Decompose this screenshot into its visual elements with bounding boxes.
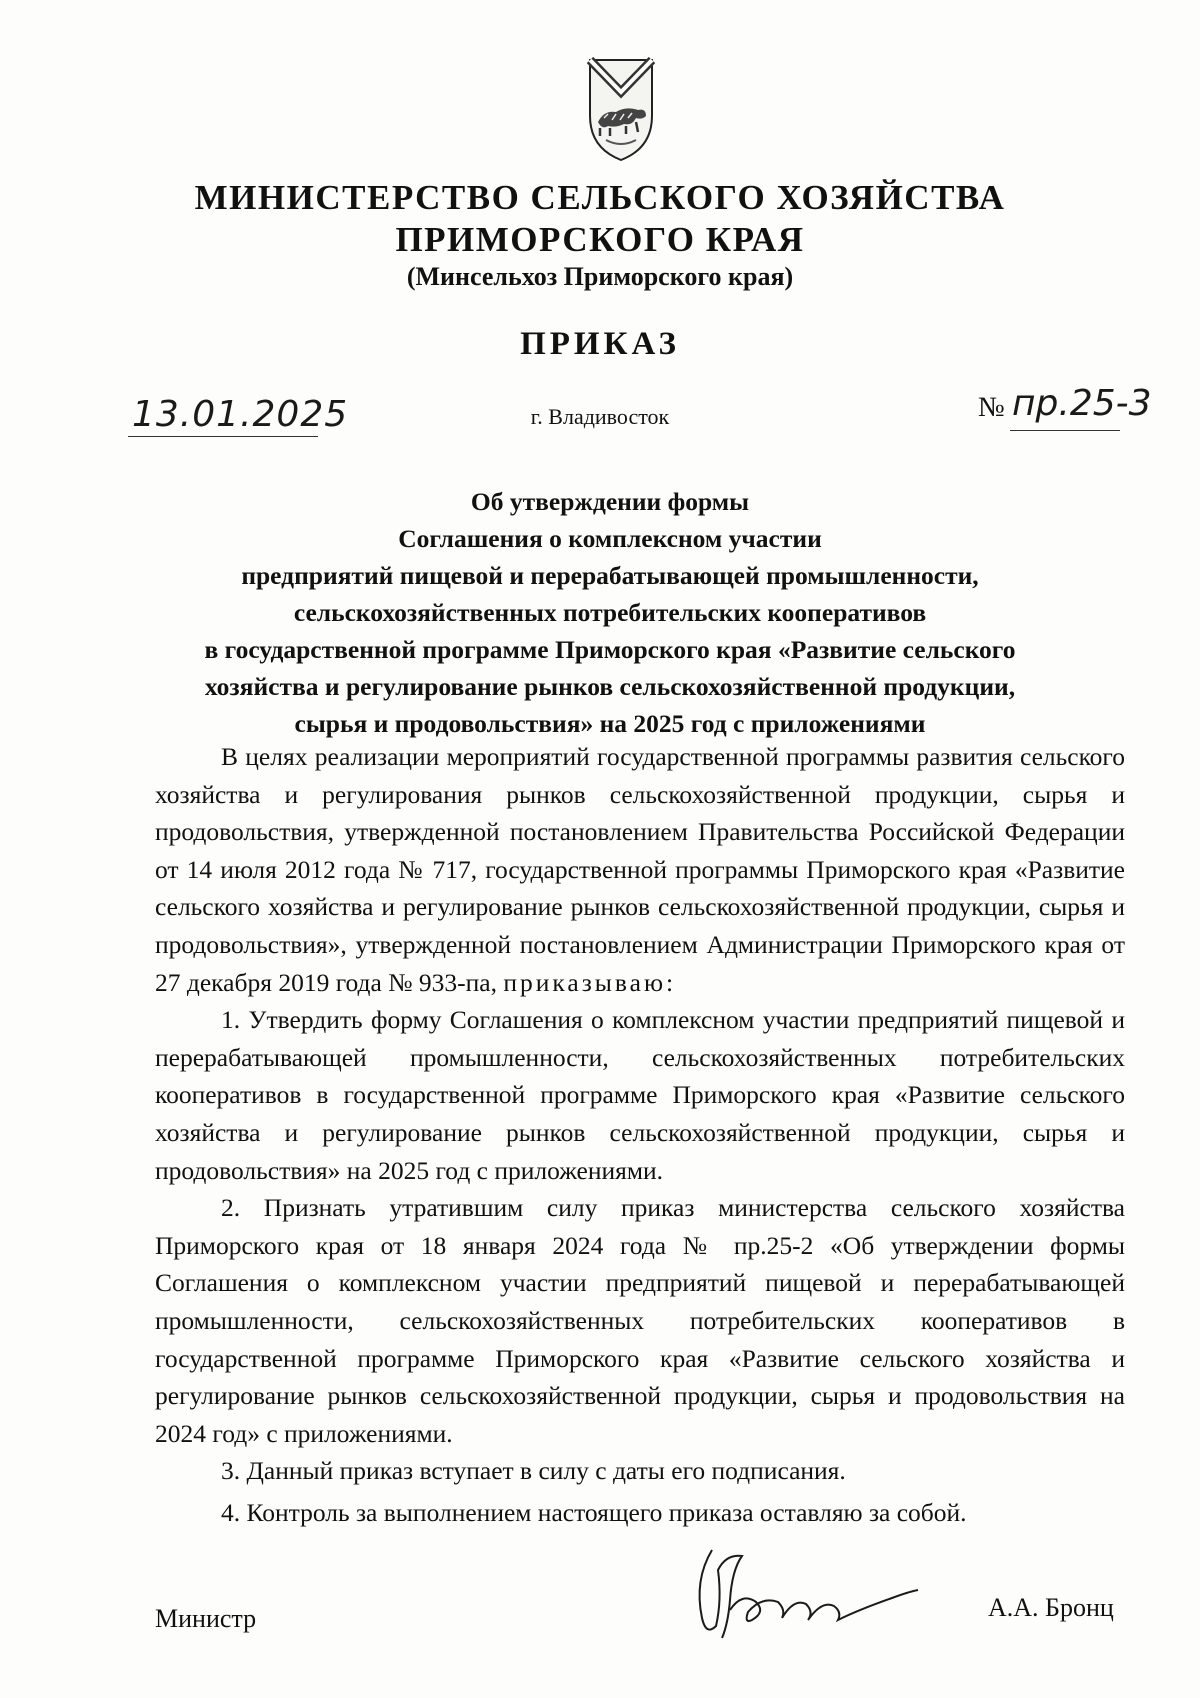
preamble-paragraph (155, 738, 1125, 1001)
document-body (155, 738, 1125, 1531)
coat-of-arms-icon (586, 56, 656, 166)
order-item: 1. Утвердить форму Соглашения о комплексном участии предприятий пищевой и перерабатывающей промышленности, сельскохозяйственных потребительских кооперативов в государственной программе Приморского края «Развитие сельского хозяйства и регулирование рынков сельскохозяйственной продукции, сырья и продовольствия» на 2025 год с приложениями. (155, 1005, 1125, 1185)
title-line: в государственной программе Приморского края «Развитие сельского (204, 635, 1016, 664)
title-line: Об утверждении формы (470, 487, 750, 516)
title-line: Соглашения о комплексном участии (398, 524, 822, 553)
signatory-role: Министр (155, 1604, 257, 1633)
date-underline (128, 436, 318, 437)
title-line: сырья и продовольствия» на 2025 год с приложениями (294, 709, 926, 738)
order-date: 13.01.2025 (132, 394, 349, 435)
signatory-name: А.А. Бронц (988, 1593, 1114, 1622)
document-title (130, 483, 1090, 742)
ministry-short-name: (Минсельхоз Приморского края) (406, 262, 794, 291)
order-item: 3. Данный приказ вступает в силу с даты его подписания. (221, 1456, 846, 1486)
city: г. Владивосток (530, 404, 670, 429)
ministry-name-line2: ПРИМОРСКОГО КРАЯ (395, 220, 805, 259)
preamble-text: В целях реализации мероприятий государственной программы развития сельского хозяйства и регулирования рынков сельскохозяйственной продукции, сырья и продовольствия, утвержденной постановлением Правительства Российской Федерации от 14 июля 2012 года № 717, государственной программы Приморского края «Развитие сельского хозяйства и регулирование рынков сельскохозяйственной продукции, сырья и продовольствия», утвержденной постановлением Администрации Приморского края от 27 декабря 2019 года № 933-па, (155, 742, 1125, 997)
order-word: приказываю: (503, 967, 677, 997)
order-item: 2. Признать утратившим силу приказ министерства сельского хозяйства Приморского края от 18 января 2024 года № пр.25-2 «Об утверждении формы Соглашения о комплексном участии предприятий пищевой и перерабатывающей промышленности, сельскохозяйственных потребительских кооперативов в государственной программе Приморского края «Развитие сельского хозяйства и регулирование рынков сельскохозяйственной продукции, сырья и продовольствия на 2024 год» с приложениями. (155, 1193, 1125, 1448)
number-label: № (978, 392, 1005, 423)
order-item: 4. Контроль за выполнением настоящего приказа оставляю за собой. (221, 1497, 967, 1527)
handwritten-signature-icon (682, 1540, 922, 1650)
title-line: хозяйства и регулирование рынков сельскохозяйственной продукции, (204, 672, 1016, 701)
number-underline (1010, 430, 1120, 431)
document-type: ПРИКАЗ (520, 326, 680, 362)
ministry-name-line1: МИНИСТЕРСТВО СЕЛЬСКОГО ХОЗЯЙСТВА (194, 178, 1006, 217)
order-number: пр.25-3 (1012, 383, 1152, 424)
title-line: предприятий пищевой и перерабатывающей промышленности, (241, 561, 979, 590)
title-line: сельскохозяйственных потребительских кооперативов (293, 598, 927, 627)
